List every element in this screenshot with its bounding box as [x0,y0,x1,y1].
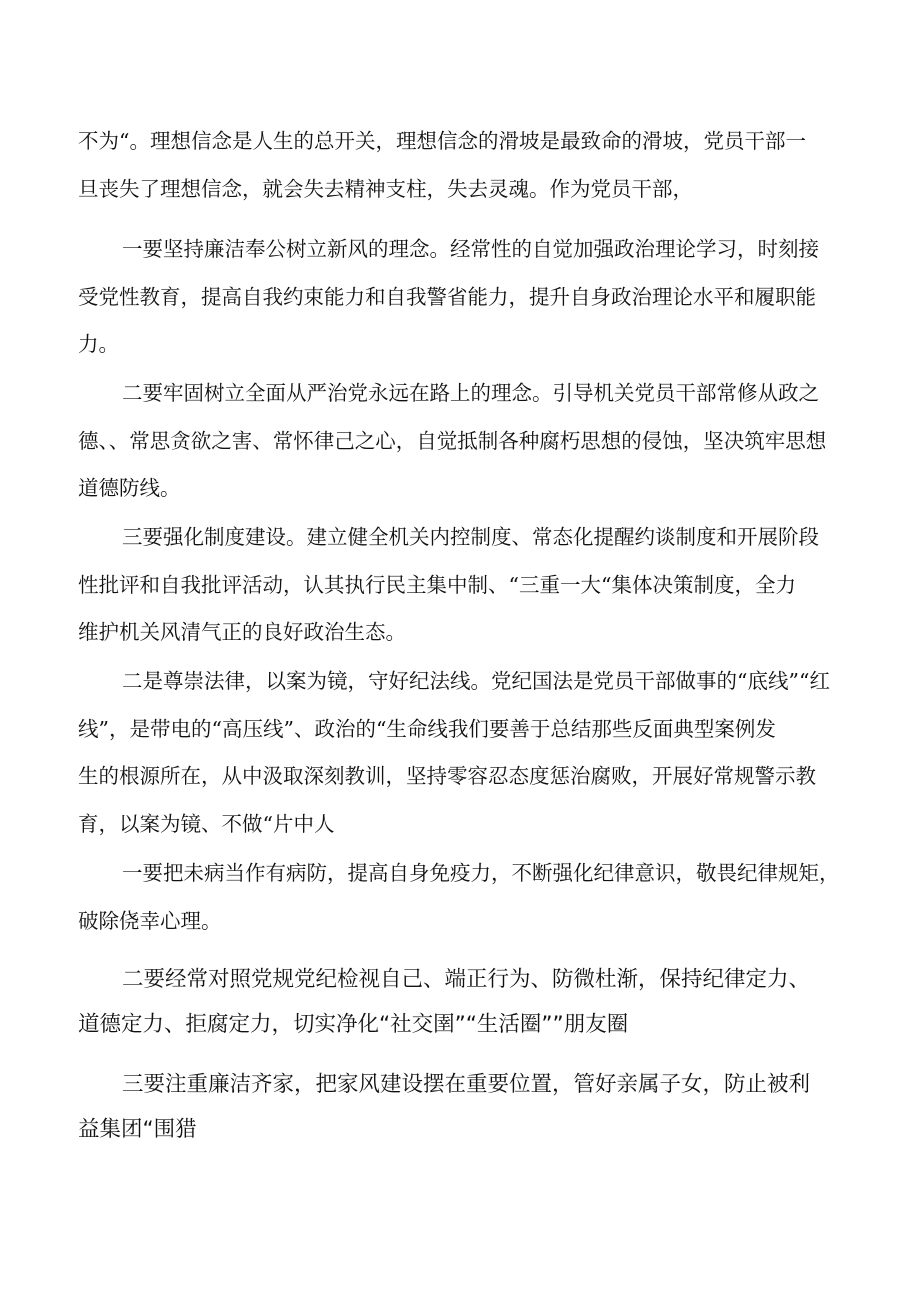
paragraph-system-building [78,514,858,657]
text-line: 道德防线。 [78,476,181,500]
text-line: 德、、常思贪欲之害、常怀律己之心，自觉抵制各种腐朽思想的侵蚀，坚决筑牢思想 [78,428,827,453]
text-line: 生的根源所在，从中汲取深刻教训，坚持零容忍态度惩治腐败，开展好常规警示教 [78,764,816,788]
text-line: 维护机关风清气正的良好政治生态。 [78,620,406,644]
paragraph-ideals [78,118,858,213]
text-line: 道德定力、拒腐定力，切实净化“社交圉”“生活圈””朋友圈 [78,1012,629,1037]
paragraph-prevention [78,850,858,945]
paragraph-discipline [78,957,858,1047]
text-line: 受党性教育，提高自我约束能力和自我警省能力，提升自身政治理论水平和履职能 [78,284,816,309]
text-line: 三要强化制度建设。建立健全机关内控制度、常态化提醒约谈制度和开展阶段 [122,525,819,549]
text-line: 性批评和自我批评活动，认其执行民主集中制、“三重一大“集体决策制度，全力 [78,572,796,597]
text-line: 育，以案为镜、不做“片中人 [78,811,335,836]
text-line: 益集团“围猎 [78,1117,197,1142]
paragraph-integrity [78,226,858,369]
paragraph-family [78,1062,858,1152]
paragraph-strict-governance [78,370,858,513]
text-line: 一要坚持廉洁奉公树立新风的理念。经常性的自觉加强政治理论学习，时刻接 [122,237,819,261]
text-line: 二要牢固树立全面从严治党永远在路上的理念。引导机关党员干部常修从政之 [122,381,819,405]
paragraph-respect-law [78,658,858,848]
text-line: 三要注重廉洁齐家，把家风建设摆在重要位置，管好亲属子女，防止被利 [122,1072,811,1097]
text-line: 线”，是带电的“高压线”、政治的“生命线我们要善于总结那些反面典型案例发 [78,716,776,741]
text-line: 二是尊崇法律，以案为镜，守好纪法线。党纪国法是党员干部做事的“底线”“红 [122,669,830,693]
text-line: 二要经常对照党规党纪检视自己、端正行为、防微杜渐，保持纪律定力、 [122,967,811,992]
text-line: 力。 [78,332,119,356]
text-line: 旦丧失了理想信念，就会失去精神支柱，失去灵魂。作为党员干部， [78,176,693,201]
text-line: 不为“。理想信念是人生的总开关，理想信念的滑坡是最致命的滑坡，党员干部一 [78,129,806,153]
text-line: 破除侥幸心理。 [78,908,222,933]
text-line: 一要把未病当作有病防，提高自身免疫力，不断强化纪律意识，敬畏纪律规矩， [122,861,840,885]
